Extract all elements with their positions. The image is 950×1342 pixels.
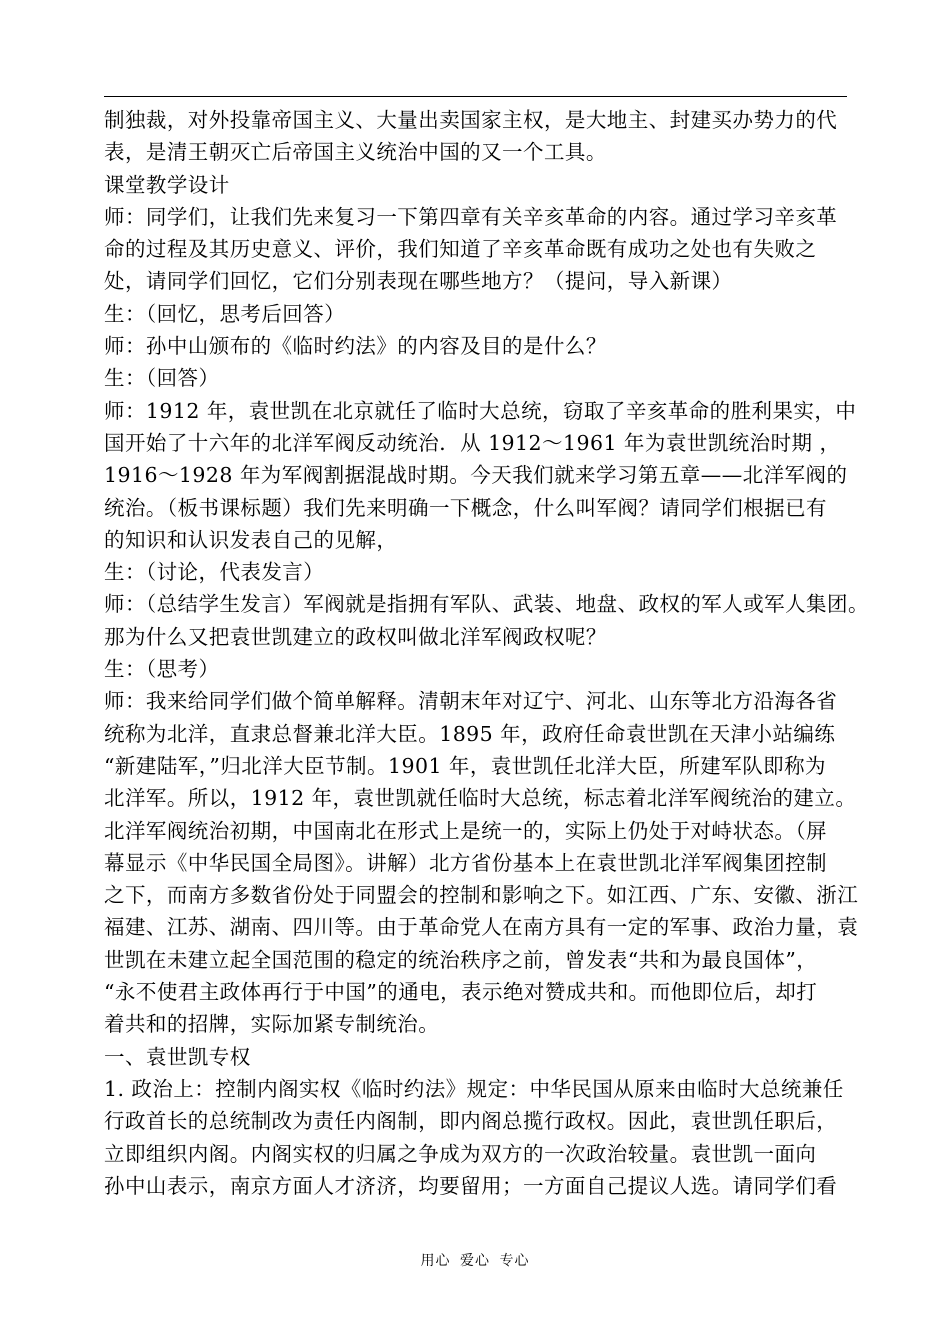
text-line: 命的过程及其历史意义、评价，我们知道了辛亥革命既有成功之处也有失败之 bbox=[104, 237, 817, 262]
text-line: 北洋军阀统治初期，中国南北在形式上是统一的，实际上仍处于对峙状态。（屏 bbox=[104, 818, 827, 843]
text-line: 那为什么又把袁世凯建立的政权叫做北洋军阀政权呢？ bbox=[104, 624, 607, 649]
text-line: 生：（回答） bbox=[104, 366, 220, 391]
text-line: 立即组织内阁。内阁实权的归属之争成为双方的一次政治较量。袁世凯一面向 bbox=[104, 1141, 817, 1166]
text-line: 表，是清王朝灭亡后帝国主义统治中国的又一个工具。 bbox=[104, 140, 607, 165]
text-line: 1916～1928 年为军阀割据混战时期。今天我们就来学习第五章——北洋军阀的 bbox=[104, 463, 848, 488]
text-line: “新建陆军，”归北洋大臣节制。1901 年，袁世凯任北洋大臣，所建军队即称为 bbox=[104, 753, 826, 778]
text-line: 着共和的招牌，实际加紧专制统治。 bbox=[104, 1012, 440, 1037]
text-line: 北洋军。所以，1912 年，袁世凯就任临时大总统，标志着北洋军阀统治的建立。 bbox=[104, 786, 857, 811]
text-line: 幕显示《中华民国全局图》。讲解）北方省份基本上在袁世凯北洋军阀集团控制 bbox=[104, 850, 827, 875]
text-line: 国开始了十六年的北洋军阀反动统治．从 1912～1961 年为袁世凯统治时期 ， bbox=[104, 430, 841, 455]
page-footer: 用心 爱心 专心 bbox=[420, 1253, 530, 1269]
text-line: 生：（思考） bbox=[104, 657, 220, 682]
text-line: 1. 政治上：控制内阁实权《临时约法》规定：中华民国从原来由临时大总统兼任 bbox=[104, 1076, 844, 1101]
text-line: 统称为北洋，直隶总督兼北洋大臣。1895 年，政府任命袁世凯在天津小站编练 bbox=[104, 721, 836, 746]
text-line: “永不使君主政体再行于中国”的通电，表示绝对赞成共和。而他即位后，却打 bbox=[104, 980, 818, 1005]
text-line: 师：同学们，让我们先来复习一下第四章有关辛亥革命的内容。通过学习辛亥革 bbox=[104, 204, 838, 229]
text-line: 福建、江苏、湖南、四川等。由于革命党人在南方具有一定的军事、政治力量，袁 bbox=[104, 915, 859, 940]
section-heading: 课堂教学设计 bbox=[104, 172, 230, 197]
text-line: 生：（回忆，思考后回答） bbox=[104, 301, 346, 326]
text-line: 生：（讨论，代表发言） bbox=[104, 560, 325, 585]
section-heading: 一、袁世凯专权 bbox=[104, 1044, 251, 1069]
text-line: 行政首长的总统制改为责任内阁制，即内阁总揽行政权。因此，袁世凯任职后， bbox=[104, 1109, 838, 1134]
text-line: 之下，而南方多数省份处于同盟会的控制和影响之下。如江西、广东、安徽、浙江 bbox=[104, 883, 859, 908]
text-line: 制独裁，对外投靠帝国主义、大量出卖国家主权，是大地主、封建买办势力的代 bbox=[104, 108, 838, 132]
document-body bbox=[104, 104, 869, 1202]
text-line: 统治。（板书课标题）我们先来明确一下概念，什么叫军阀？请同学们根据已有 bbox=[104, 495, 827, 520]
text-line: 师：孙中山颁布的《临时约法》的内容及目的是什么？ bbox=[104, 334, 607, 359]
text-line: 处，请同学们回忆，它们分别表现在哪些地方？（提问，导入新课） bbox=[104, 269, 733, 294]
text-line: 世凯在未建立起全国范围的稳定的统治秩序之前，曾发表“共和为最良国体”， bbox=[104, 947, 818, 972]
text-line: 孙中山表示，南京方面人才济济，均要留用；一方面自己提议人选。请同学们看 bbox=[104, 1173, 838, 1198]
header-rule bbox=[104, 96, 847, 97]
text-line: 师：1912 年，袁世凯在北京就任了临时大总统，窃取了辛亥革命的胜利果实，中 bbox=[104, 398, 857, 423]
text-line: 的知识和认识发表自己的见解， bbox=[104, 527, 398, 552]
text-line: 师：我来给同学们做个简单解释。清朝末年对辽宁、河北、山东等北方沿海各省 bbox=[104, 689, 838, 714]
text-line: 师：（总结学生发言）军阀就是指拥有军队、武装、地盘、政权的军人或军人集团。 bbox=[104, 592, 869, 617]
